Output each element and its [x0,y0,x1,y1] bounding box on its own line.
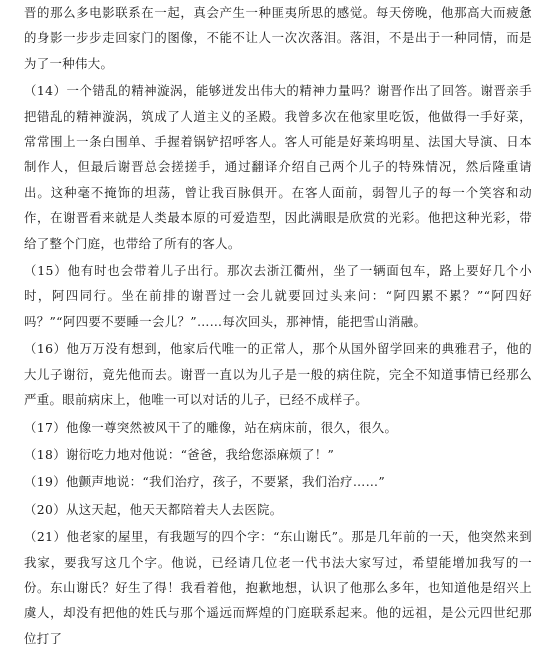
paragraph-14: （14）一个错乱的精神漩涡，能够迸发出伟大的精神力量吗？谢晋作出了回答。谢晋亲手把错乱的精神漩涡，筑成了人道主义的圣殿。我曾多次在他家里吃饭，他做得一手好菜，常常围上一条白围单、手握着锅铲招呼客人。客人可能是好莱坞明星、法国大导演、日本制作人，但最后谢晋总会搓搓手，通过翻译介绍自己两个儿子的特殊情况，然后隆重请出。这种毫不掩饰的坦荡，曾让我百脉俱开。在客人面前，弱智儿子的每一个笑容和动作，在谢晋看来就是人类最本原的可爱造型，因此满眼是欣赏的光彩。他把这种光彩，带给了整个门庭，也带给了所有的客人。 [24,83,532,251]
paragraph-18: （18）谢衍吃力地对他说：“爸爸，我给您添麻烦了！” [24,446,335,462]
paragraph-21: （21）他老家的屋里，有我题写的四个字：“东山谢氏”。那是几年前的一天，他突然来到我家，要我写这几个字。他说，已经请几位老一代书法大家写过，希望能增加我写的一份。东山谢氏？好生了得！我看着他，抱歉地想，认识了他那么多年，也知道他是绍兴上虞人，却没有把他的姓氏与那个遥远而辉煌的门庭联系起来。他的远祖，是公元四世纪那位打了 [24,529,532,646]
paragraph-16: （16）他万万没有想到，他家后代唯一的正常人，那个从国外留学回来的典雅君子，他的大儿子谢衍，竟先他而去。谢晋一直以为儿子是一般的病住院，完全不知道事情已经那么严重。眼前病床上，他唯一可以对话的儿子，已经不成样子。 [24,341,532,408]
paragraph-15: （15）他有时也会带着儿子出行。那次去浙江衢州，坐了一辆面包车，路上要好几个小时，阿四同行。坐在前排的谢晋过一会儿就要回过头来问：“阿四累不累？”“阿四好吗？”“阿四要不要睡一会儿？”……每次回头，那神情，能把雪山消融。 [24,263,532,329]
paragraph-20: （20）从这天起，他天天都陪着夫人去医院。 [24,501,283,517]
paragraph-13-continued: 晋的那么多电影联系在一起，真会产生一种匪夷所思的感觉。每天傍晚，他那高大而疲惫的身影一步步走回家门的图像，不能不让人一次次落泪。落泪，不是出于一种同情，而是为了一种伟大。 [24,5,532,71]
paragraph-17: （17）他像一尊突然被风干了的雕像，站在病床前，很久，很久。 [24,419,398,435]
paragraph-19: （19）他颤声地说：“我们治疗，孩子，不要紧，我们治疗……” [24,474,386,490]
